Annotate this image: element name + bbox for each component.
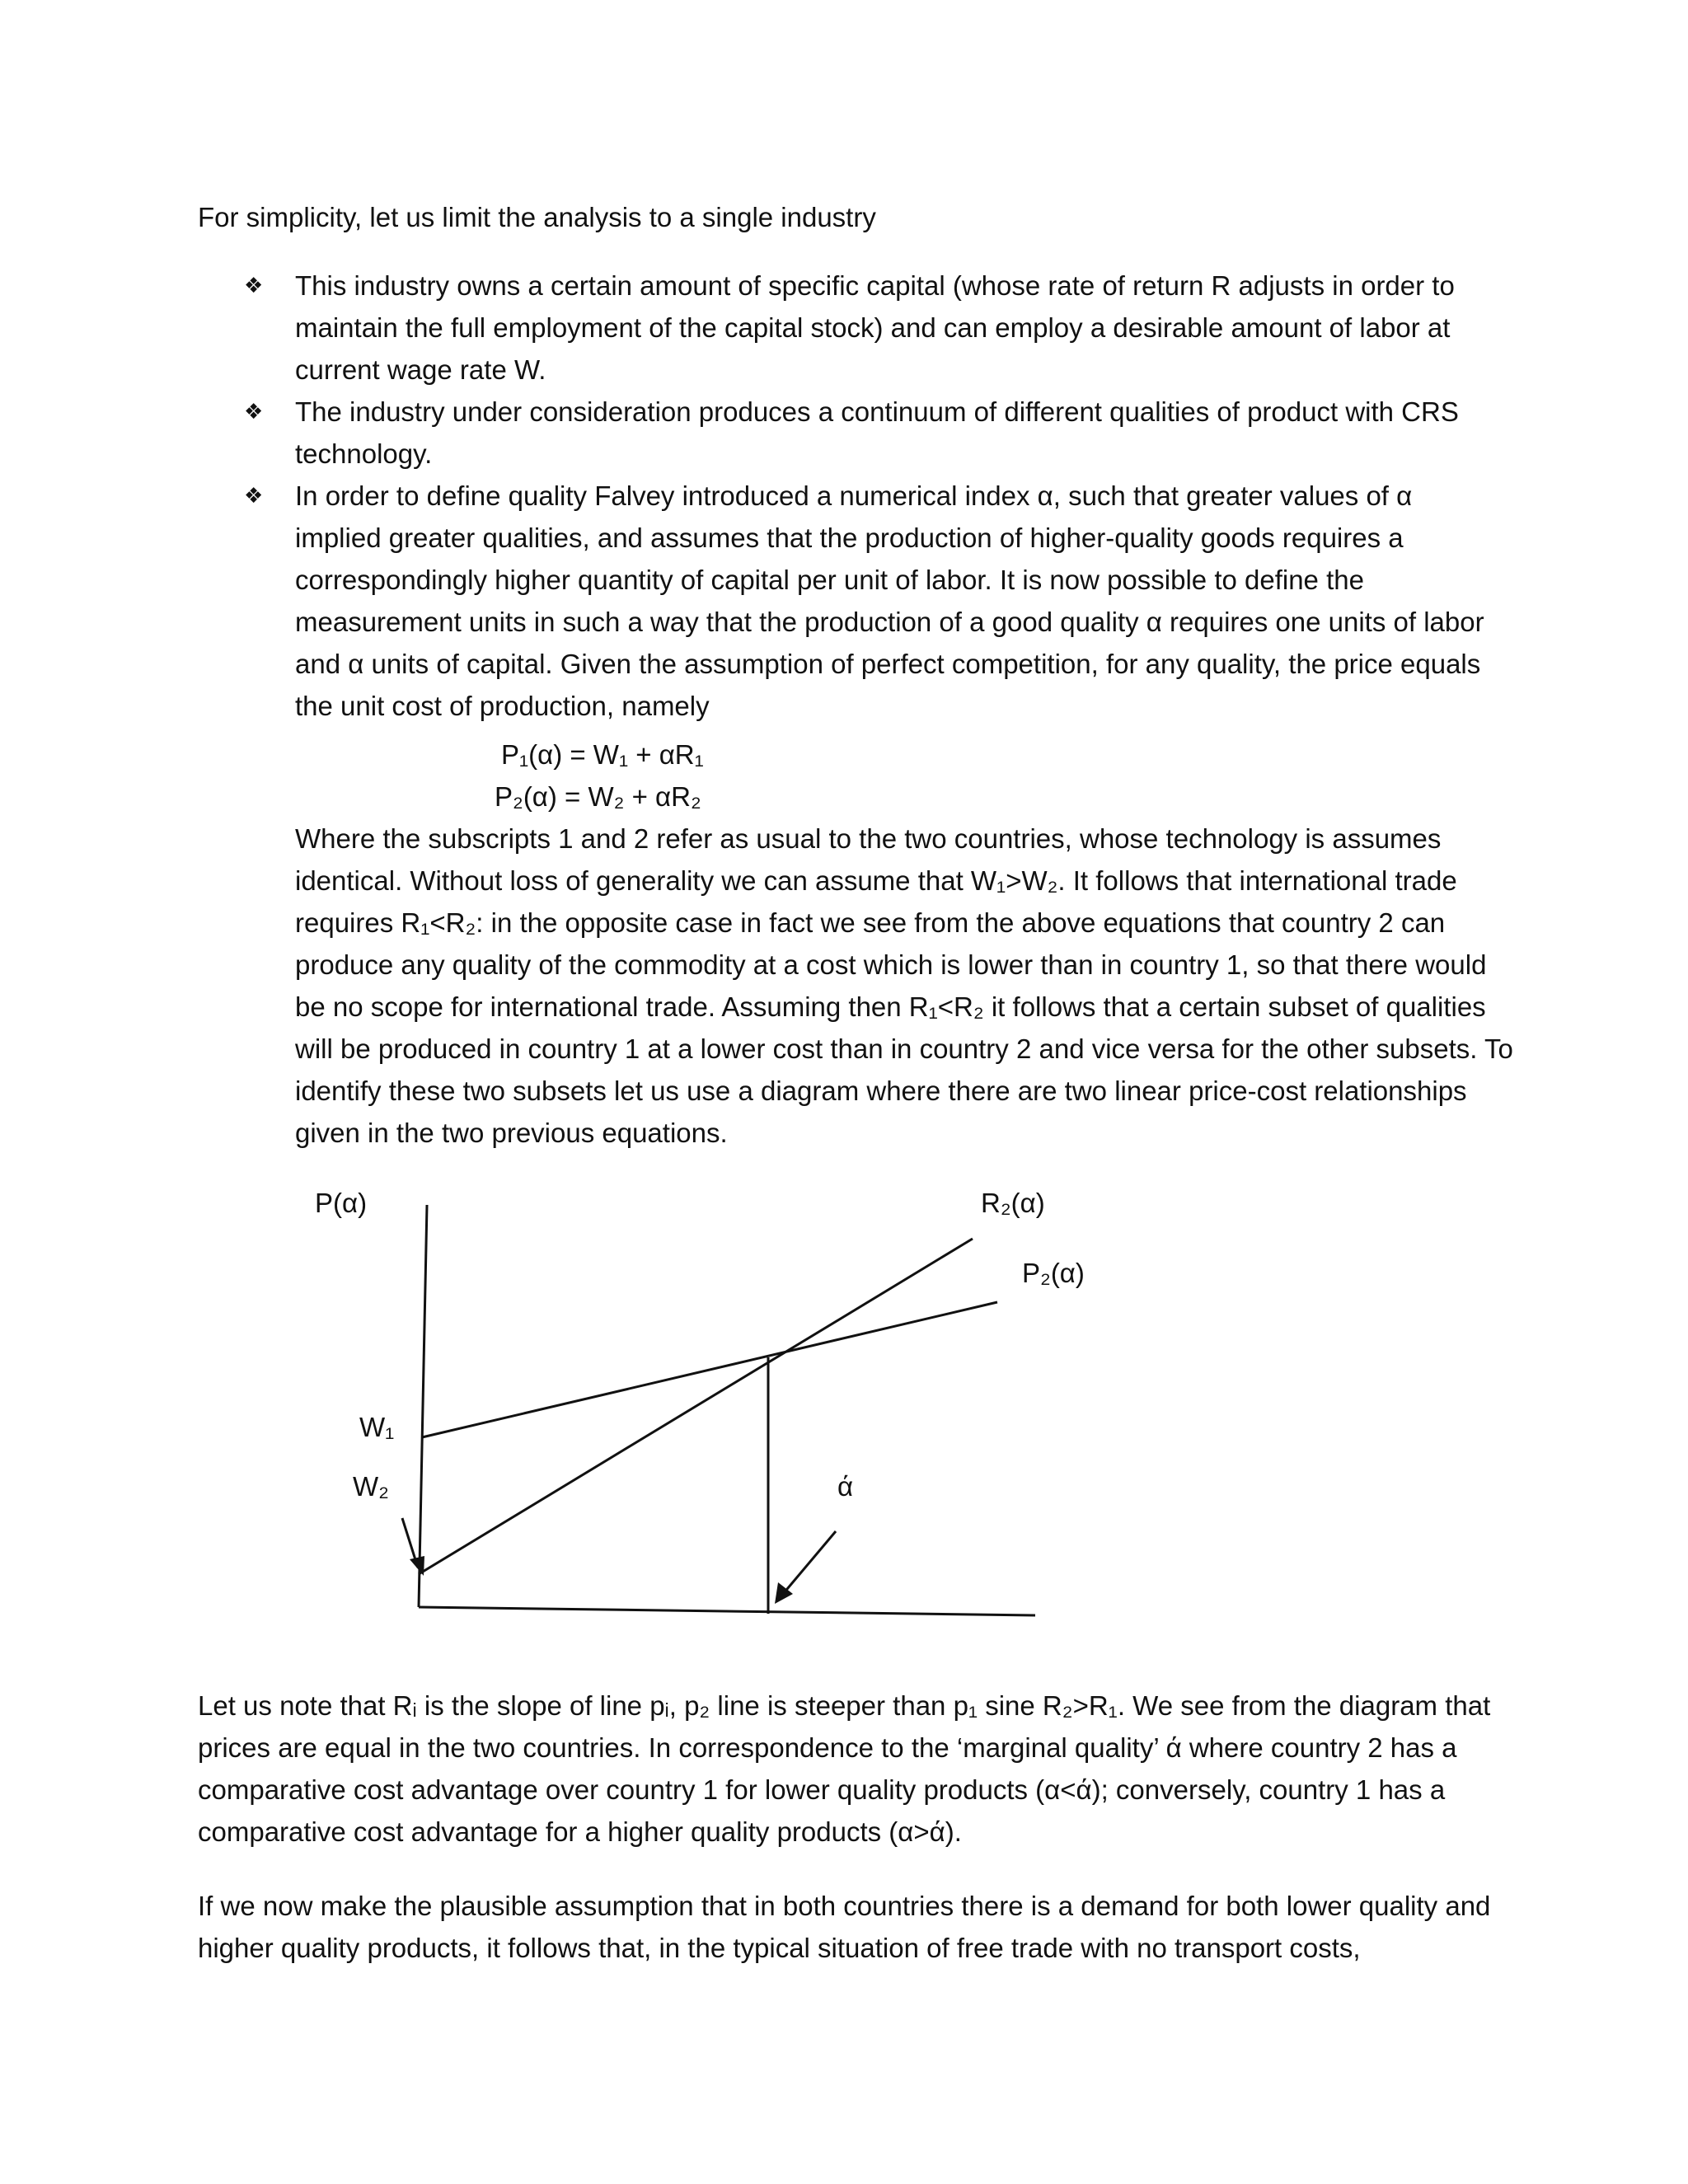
list-item [244,475,1497,727]
x-axis-line [419,1607,1035,1615]
alpha-arrow-line [783,1531,836,1594]
w2-arrow-head-icon [410,1556,424,1576]
intro-paragraph: For simplicity, let us limit the analysis to a single industry [198,202,876,232]
list-item [244,391,1497,475]
bullet-text: The industry under consideration produces a continuum of different qualities of product with CRS technology. [295,396,1459,469]
steep-price-line [419,1239,973,1574]
w2-label: W₂ [353,1471,389,1502]
bullet-text: This industry owns a certain amount of specific capital (whose rate of return R adjusts in order to maintain the full employment of the capital stock) and can employ a desirable amount of labor at current wage rate W. [295,270,1455,385]
diamond-bullet-icon: ❖ [244,273,264,298]
diamond-bullet-icon: ❖ [244,483,264,508]
flat-price-line [422,1302,997,1437]
diamond-bullet-icon: ❖ [244,399,264,424]
y-axis-label: P(α) [315,1188,368,1218]
continuation-paragraph: Where the subscripts 1 and 2 refer as usual to the two countries, whose technology is assumes identical. Without loss of generality we can assume that W₁>W₂. It follows that international trade requires R₁<R₂: in the opposite case in fact we see from the above equations that country 2 can produce any quality of the commodity at a cost which is lower than in country 1, so that there would be no scope for international trade. Assuming then R₁<R₂ it follows that a certain subset of qualities will be produced in country 1 at a lower cost than in country 2 and vice versa for the other subsets. To identify these two subsets let us use a diagram where there are two linear price-cost relationships given in the two previous equations. [295,823,1513,1148]
steep-line-label: R₂(α) [981,1188,1045,1218]
list-item [244,265,1497,391]
flat-line-label: P₂(α) [1022,1258,1085,1288]
w1-label: W₁ [359,1412,395,1442]
marginal-quality-label: ά [837,1471,854,1502]
equation-country-1: P₁(α) = W₁ + αR₁ [501,739,704,770]
y-axis-line [419,1205,427,1607]
assumption-list [244,265,1497,727]
demand-paragraph: If we now make the plausible assumption that in both countries there is a demand for both lower quality and higher quality products, it follows that, in the typical situation of free trade with no transport costs, [198,1891,1491,1963]
slope-paragraph: Let us note that Rᵢ is the slope of line pᵢ, p₂ line is steeper than p₁ sine R₂>R₁. We see from the diagram that prices are equal in the two countries. In correspondence to the ‘marginal quality’ ά where country 2 has a comparative cost advantage over country 1 for lower quality products (α<ά); conversely, country 1 has a comparative cost advantage for a higher quality products (α>ά). [198,1690,1491,1847]
price-cost-diagram [280,1187,1104,1632]
bullet-text: In order to define quality Falvey introduced a numerical index α, such that greater values of α implied greater qualities, and assumes that the production of higher-quality goods requires a correspondingly higher quantity of capital per unit of labor. It is now possible to define the measurement units in such a way that the production of a good quality α requires one units of labor and α units of capital. Given the assumption of perfect competition, for any quality, the price equals the unit cost of production, namely [295,480,1484,721]
equation-country-2: P₂(α) = W₂ + αR₂ [495,781,701,812]
diagram-svg [280,1187,1104,1632]
